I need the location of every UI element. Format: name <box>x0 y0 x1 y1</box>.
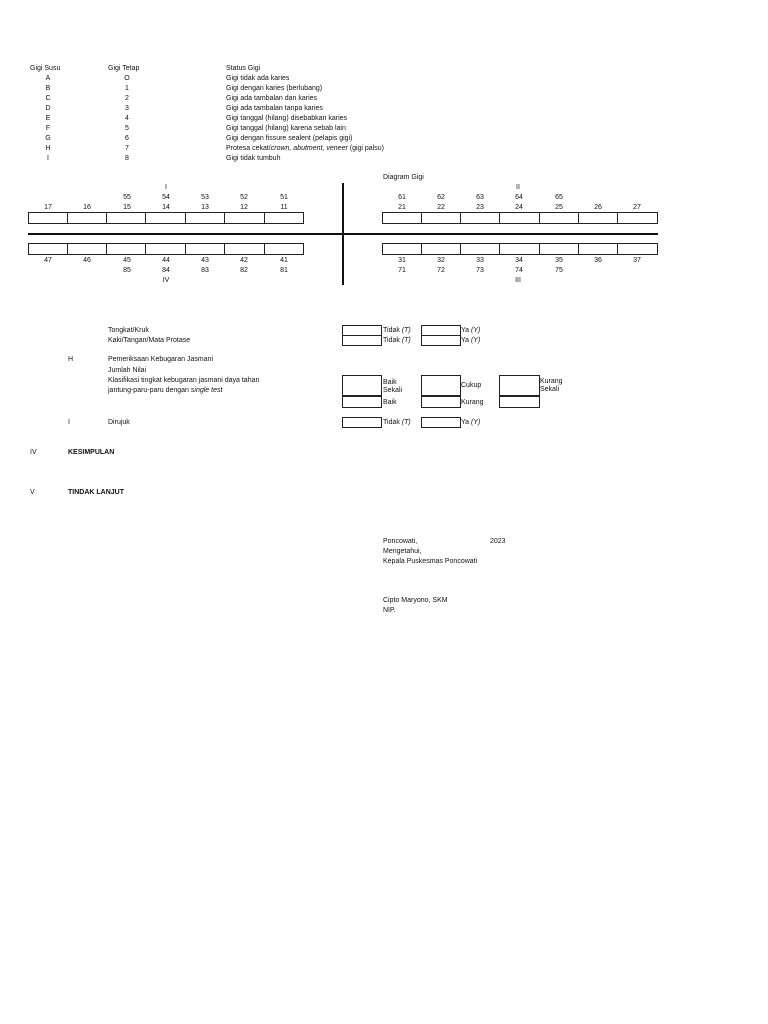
tooth-number: 25 <box>555 204 563 211</box>
tooth-number: 51 <box>280 194 288 201</box>
legend-permanent-code: 2 <box>125 95 129 102</box>
section-h-letter: H <box>68 356 74 363</box>
tooth-status-cell[interactable] <box>28 243 68 255</box>
poor-checkbox[interactable] <box>421 396 461 408</box>
classification-label-2: jantung-paru-paru dengan single test <box>108 387 223 394</box>
tooth-number: 54 <box>162 194 170 201</box>
diagram-title: Diagram Gigi <box>383 174 424 181</box>
referred-no-checkbox[interactable] <box>342 417 382 428</box>
prosthesis-no-checkbox[interactable] <box>342 335 382 346</box>
tooth-status-cell[interactable] <box>145 243 186 255</box>
tooth-number: 23 <box>476 204 484 211</box>
tooth-number: 42 <box>240 257 248 264</box>
tooth-status-cell[interactable] <box>185 212 225 224</box>
tooth-number: 84 <box>162 267 170 274</box>
quadrant-label: III <box>515 277 521 284</box>
tooth-number: 26 <box>594 204 602 211</box>
tooth-status-cell[interactable] <box>185 243 225 255</box>
tooth-number: 61 <box>398 194 406 201</box>
tooth-status-cell[interactable] <box>67 212 107 224</box>
tooth-number: 15 <box>123 204 131 211</box>
signature-place: Poncowati, <box>383 538 418 545</box>
tooth-number: 75 <box>555 267 563 274</box>
section-i-title: Dirujuk <box>108 419 130 426</box>
tooth-status-cell[interactable] <box>539 212 579 224</box>
tooth-number: 64 <box>515 194 523 201</box>
good-label: Baik <box>383 399 397 406</box>
referred-yes-label: Ya (Y) <box>461 419 481 426</box>
very-good-checkbox[interactable] <box>342 375 382 396</box>
tooth-number: 32 <box>437 257 445 264</box>
tooth-number: 72 <box>437 267 445 274</box>
legend-permanent-code: 6 <box>125 135 129 142</box>
legend-primary-code: D <box>45 105 51 112</box>
referred-yes-checkbox[interactable] <box>421 417 461 428</box>
tooth-status-cell[interactable] <box>460 212 500 224</box>
tooth-number: 82 <box>240 267 248 274</box>
tooth-status-cell[interactable] <box>28 212 68 224</box>
legend-primary-code: B <box>45 85 51 92</box>
legend-header-primary: Gigi Susu <box>30 65 61 72</box>
tooth-number: 12 <box>240 204 248 211</box>
legend-status-text: Gigi ada tambalan dan karies <box>226 95 318 102</box>
tooth-status-cell[interactable] <box>499 243 540 255</box>
legend-primary-code: C <box>45 95 51 102</box>
tooth-number: 33 <box>476 257 484 264</box>
tooth-status-cell[interactable] <box>264 212 304 224</box>
tooth-number: 44 <box>162 257 170 264</box>
tooth-status-cell[interactable] <box>617 212 658 224</box>
legend-primary-code: G <box>45 135 51 142</box>
tooth-number: 21 <box>398 204 406 211</box>
quadrant-label: II <box>516 184 520 191</box>
legend-permanent-code: 5 <box>125 125 129 132</box>
prosthesis-no-label: Tidak (T) <box>383 337 411 344</box>
very-poor-checkbox[interactable] <box>499 375 540 396</box>
tooth-status-cell[interactable] <box>617 243 658 255</box>
tooth-status-cell[interactable] <box>460 243 500 255</box>
tooth-number: 65 <box>555 194 563 201</box>
tooth-number: 43 <box>201 257 209 264</box>
tooth-status-cell[interactable] <box>106 212 146 224</box>
prosthesis-yes-label: Ya (Y) <box>461 337 481 344</box>
signature-year: 2023 <box>490 538 506 545</box>
crutch-yes-label: Ya (Y) <box>461 327 481 334</box>
tooth-status-cell[interactable] <box>224 212 265 224</box>
legend-permanent-code: 7 <box>125 145 129 152</box>
tooth-status-cell[interactable] <box>67 243 107 255</box>
diagram-horizontal-divider <box>28 233 658 235</box>
tooth-number: 74 <box>515 267 523 274</box>
legend-permanent-code: 1 <box>125 85 129 92</box>
tooth-number: 62 <box>437 194 445 201</box>
score-label: Jumlah Nilai <box>108 367 147 374</box>
very-good-label: Baik Sekali <box>383 379 403 394</box>
section-iv-numeral: IV <box>30 449 37 456</box>
legend-primary-code: E <box>45 115 51 122</box>
section-iv-title: KESIMPULAN <box>68 449 115 456</box>
tooth-number: 85 <box>123 267 131 274</box>
tooth-number: 27 <box>633 204 641 211</box>
signature-nip: NIP. <box>383 607 396 614</box>
tooth-number: 36 <box>594 257 602 264</box>
tooth-number: 24 <box>515 204 523 211</box>
tooth-number: 47 <box>44 257 52 264</box>
legend-status-text: Gigi ada tambalan tanpa karies <box>226 105 323 112</box>
tooth-number: 41 <box>280 257 288 264</box>
legend-status-text: Gigi dengan fissure sealent (pelapis gigi) <box>226 135 353 142</box>
tooth-number: 13 <box>201 204 209 211</box>
tooth-number: 45 <box>123 257 131 264</box>
legend-status-text: Gigi tanggal (hilang) karena sebab lain <box>226 125 346 132</box>
tooth-status-cell[interactable] <box>421 212 461 224</box>
legend-permanent-code: O <box>124 75 130 82</box>
signature-acknowledged: Mengetahui, <box>383 548 422 555</box>
poor-label: Kurang <box>461 399 484 406</box>
tooth-status-cell[interactable] <box>578 212 618 224</box>
tooth-status-cell[interactable] <box>145 212 186 224</box>
tooth-number: 63 <box>476 194 484 201</box>
extra-checkbox[interactable] <box>499 396 540 408</box>
tooth-number: 52 <box>240 194 248 201</box>
tooth-number: 17 <box>44 204 52 211</box>
section-v-title: TINDAK LANJUT <box>68 489 124 496</box>
prosthesis-yes-checkbox[interactable] <box>421 335 461 346</box>
section-h-title: Pemeriksaan Kebugaran Jasmani <box>108 356 214 363</box>
section-v-numeral: V <box>30 489 35 496</box>
legend-primary-code: H <box>45 145 51 152</box>
classification-label: Klasifikasi tingkat kebugaran jasmani daya tahan <box>108 377 260 384</box>
tooth-status-cell[interactable] <box>499 212 540 224</box>
legend-primary-code: F <box>45 125 51 132</box>
legend-primary-code: I <box>47 155 49 162</box>
enough-label: Cukup <box>461 382 482 389</box>
tooth-number: 83 <box>201 267 209 274</box>
tooth-number: 31 <box>398 257 406 264</box>
tooth-number: 53 <box>201 194 209 201</box>
legend-permanent-code: 8 <box>125 155 129 162</box>
tooth-status-cell[interactable] <box>421 243 461 255</box>
tooth-number: 22 <box>437 204 445 211</box>
legend-status-text: Gigi tidak ada karies <box>226 75 290 82</box>
very-poor-label: Kurang Sekali <box>540 378 563 393</box>
tooth-status-cell[interactable] <box>578 243 618 255</box>
tooth-status-cell[interactable] <box>382 212 422 224</box>
legend-header-permanent: Gigi Tetap <box>108 65 140 72</box>
legend-status-text: Protesa cekat/crown, abutment, veneer (gigi palsu) <box>226 145 384 152</box>
tooth-number: 71 <box>398 267 406 274</box>
crutch-label: Tongkat/Kruk <box>108 327 149 334</box>
tooth-number: 73 <box>476 267 484 274</box>
tooth-number: 16 <box>83 204 91 211</box>
legend-status-text: Gigi dengan karies (berlubang) <box>226 85 323 92</box>
tooth-number: 14 <box>162 204 170 211</box>
tooth-number: 34 <box>515 257 523 264</box>
tooth-number: 81 <box>280 267 288 274</box>
legend-permanent-code: 4 <box>125 115 129 122</box>
tooth-number: 46 <box>83 257 91 264</box>
legend-permanent-code: 3 <box>125 105 129 112</box>
signature-position: Kepala Puskesmas Poncowati <box>383 558 478 565</box>
legend-header-status: Status Gigi <box>226 65 261 72</box>
quadrant-label: IV <box>162 277 170 284</box>
good-checkbox[interactable] <box>342 396 382 408</box>
tooth-number: 55 <box>123 194 131 201</box>
referred-no-label: Tidak (T) <box>383 419 411 426</box>
tooth-number: 37 <box>633 257 641 264</box>
signature-name: Cipto Maryono, SKM <box>383 597 448 604</box>
tooth-status-cell[interactable] <box>539 243 579 255</box>
tooth-status-cell[interactable] <box>382 243 422 255</box>
crutch-no-label: Tidak (T) <box>383 327 411 334</box>
tooth-number: 35 <box>555 257 563 264</box>
legend-status-text: Gigi tanggal (hilang) disebabkan karies <box>226 115 348 122</box>
tooth-number: 11 <box>280 204 288 211</box>
quadrant-label: I <box>165 184 167 191</box>
tooth-status-cell[interactable] <box>106 243 146 255</box>
prosthesis-label: Kaki/Tangan/Mata Protase <box>108 337 191 344</box>
legend-primary-code: A <box>45 75 51 82</box>
section-i-letter: I <box>68 419 70 426</box>
tooth-status-cell[interactable] <box>264 243 304 255</box>
legend-status-text: Gigi tidak tumbuh <box>226 155 281 162</box>
tooth-status-cell[interactable] <box>224 243 265 255</box>
enough-checkbox[interactable] <box>421 375 461 396</box>
